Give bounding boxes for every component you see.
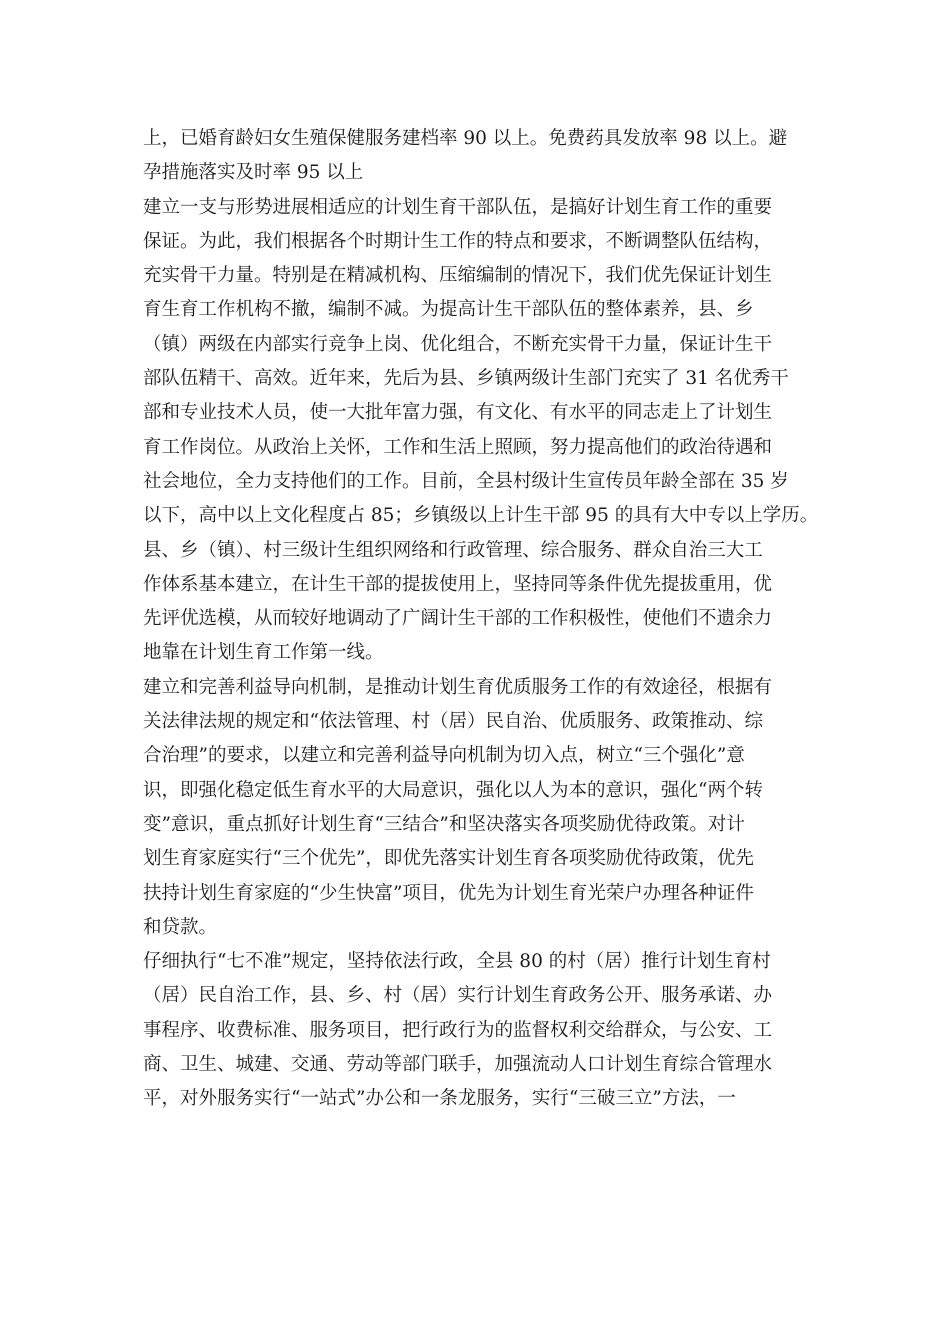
text-line: 县、乡（镇）、村三级计生组织网络和行政管理、综合服务、群众自治三大工 bbox=[143, 539, 763, 561]
text-line: 部队伍精干、高效。近年来，先后为县、乡镇两级计生部门充实了 31 名优秀干 bbox=[143, 368, 789, 390]
text-line: 孕措施落实及时率 95 以上 bbox=[143, 162, 364, 184]
text-line: 和贷款。 bbox=[143, 916, 218, 938]
text-line: 上，已婚育龄妇女生殖保健服务建档率 90 以上。免费药具发放率 98 以上。避 bbox=[143, 128, 788, 149]
text-line: 识，即强化稳定低生育水平的大局意识，强化以人为本的意识，强化“两个转 bbox=[143, 779, 763, 801]
text-line: 建立一支与形势进展相适应的计划生育干部队伍，是搞好计划生育工作的重要 bbox=[143, 196, 773, 218]
text-line: 社会地位，全力支持他们的工作。目前，全县村级计生宣传员年龄全部在 35 岁 bbox=[143, 470, 789, 492]
text-line: 部和专业技术人员，使一大批年富力强，有文化、有水平的同志走上了计划生 bbox=[143, 402, 773, 424]
text-line: 保证。为此，我们根据各个时期计生工作的特点和要求，不断调整队伍结构， bbox=[143, 230, 773, 252]
text-line: 关法律法规的规定和“依法管理、村（居）民自治、优质服务、政策推动、综 bbox=[143, 711, 763, 733]
text-line: 先评优选模，从而较好地调动了广阔计生干部的工作积极性，使他们不遗余力 bbox=[143, 608, 773, 630]
text-line: （镇）两级在内部实行竞争上岗、优化组合，不断充实骨干力量，保证计生干 bbox=[143, 333, 773, 355]
body-text bbox=[143, 122, 823, 1117]
text-line: （居）民自治工作，县、乡、村（居）实行计划生育政务公开、服务承诺、办 bbox=[143, 985, 773, 1007]
text-line: 以下，高中以上文化程度占 85；乡镇级以上计生干部 95 的具有大中专以上学历。 bbox=[143, 505, 819, 527]
text-line: 商、卫生、城建、交通、劳动等部门联手，加强流动人口计划生育综合管理水 bbox=[143, 1054, 773, 1076]
text-line: 育生育工作机构不撤，编制不减。为提高计生干部队伍的整体素养，县、乡 bbox=[143, 299, 754, 321]
text-line: 平，对外服务实行“一站式”办公和一条龙服务，实行“三破三立”方法，一 bbox=[143, 1088, 736, 1110]
text-line: 育工作岗位。从政治上关怀，工作和生活上照顾，努力提高他们的政治待遇和 bbox=[143, 436, 773, 458]
text-line: 仔细执行“七不准”规定，坚持依法行政，全县 80 的村（居）推行计划生育村 bbox=[143, 951, 771, 973]
text-line: 事程序、收费标准、服务项目，把行政行为的监督权利交给群众，与公安、工 bbox=[143, 1019, 773, 1041]
text-line: 划生育家庭实行“三个优先”，即优先落实计划生育各项奖励优待政策，优先 bbox=[143, 848, 754, 870]
text-line: 扶持计划生育家庭的“少生快富”项目，优先为计划生育光荣户办理各种证件 bbox=[143, 882, 754, 904]
text-line: 作体系基本建立，在计生干部的提拔使用上，坚持同等条件优先提拔重用，优 bbox=[143, 573, 773, 595]
text-line: 变”意识，重点抓好计划生育“三结合”和坚决落实各项奖励优待政策。对计 bbox=[143, 813, 745, 835]
text-line: 充实骨干力量。特别是在精减机构、压缩编制的情况下，我们优先保证计划生 bbox=[143, 265, 773, 287]
text-line: 合治理”的要求，以建立和完善利益导向机制为切入点，树立“三个强化”意 bbox=[143, 745, 745, 767]
text-line: 建立和完善利益导向机制，是推动计划生育优质服务工作的有效途径，根据有 bbox=[143, 676, 773, 698]
text-line: 地靠在计划生育工作第一线。 bbox=[143, 642, 384, 664]
